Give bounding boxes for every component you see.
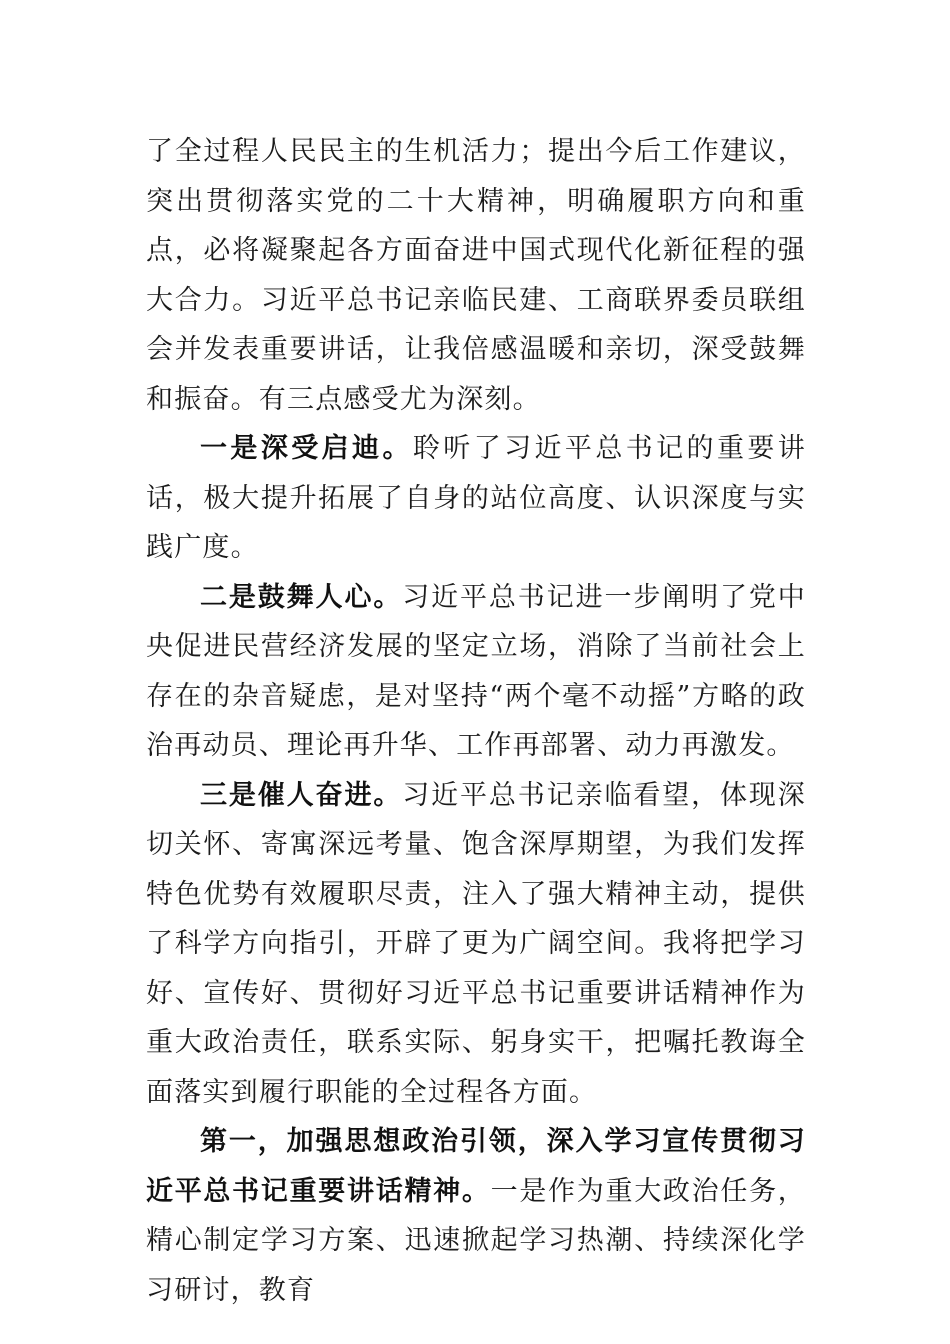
paragraph-first-point: [146, 1117, 806, 1315]
paragraph-feeling-3: [146, 771, 806, 1118]
paragraph-text: 了全过程人民民主的生机活力；提出今后工作建议，突出贯彻落实党的二十大精神，明确履职方向和重点，必将凝聚起各方面奋进中国式现代化新征程的强大合力。习近平总书记亲临民建、工商联界委员联组会并发表重要讲话，让我倍感温暖和亲切，深受鼓舞和振奋。有三点感受尤为深刻。: [146, 136, 806, 415]
paragraph-lead: 三是催人奋进。: [200, 779, 403, 811]
paragraph-text: 一是作为重大政治任务，精心制定学习方案、迅速掀起学习热潮、持续深化学习研讨，教育: [146, 1175, 807, 1306]
paragraph-lead: 二是鼓舞人心。: [200, 581, 403, 613]
paragraph-lead: 第一，加强思想政治引领，深入学习宣传贯彻习近平总书记重要讲话精神。: [146, 1126, 806, 1207]
paragraph-text: 习近平总书记亲临看望，体现深切关怀、寄寓深远考量、饱含深厚期望，为我们发挥特色优势有效履职尽责，注入了强大精神主动，提供了科学方向指引，开辟了更为广阔空间。我将把学习好、宣传好、贯彻好习近平总书记重要讲话精神作为重大政治责任，联系实际、躬身实干，把嘱托教诲全面落实到履行职能的全过程各方面。: [146, 779, 806, 1108]
paragraph-feeling-1: [146, 424, 806, 573]
paragraph-text: 聆听了习近平总书记的重要讲话，极大提升拓展了自身的站位高度、认识深度与实践广度。: [146, 433, 806, 563]
paragraph-feeling-2: [146, 573, 806, 771]
paragraph-lead: 一是深受启迪。: [200, 433, 413, 464]
paragraph-text: 习近平总书记进一步阐明了党中央促进民营经济发展的坚定立场，消除了当前社会上存在的杂音疑虑，是对坚持“两个毫不动摇”方略的政治再动员、理论再升华、工作再部署、动力再激发。: [146, 581, 806, 761]
document-body: [146, 127, 806, 1315]
paragraph-continued: [146, 127, 806, 424]
